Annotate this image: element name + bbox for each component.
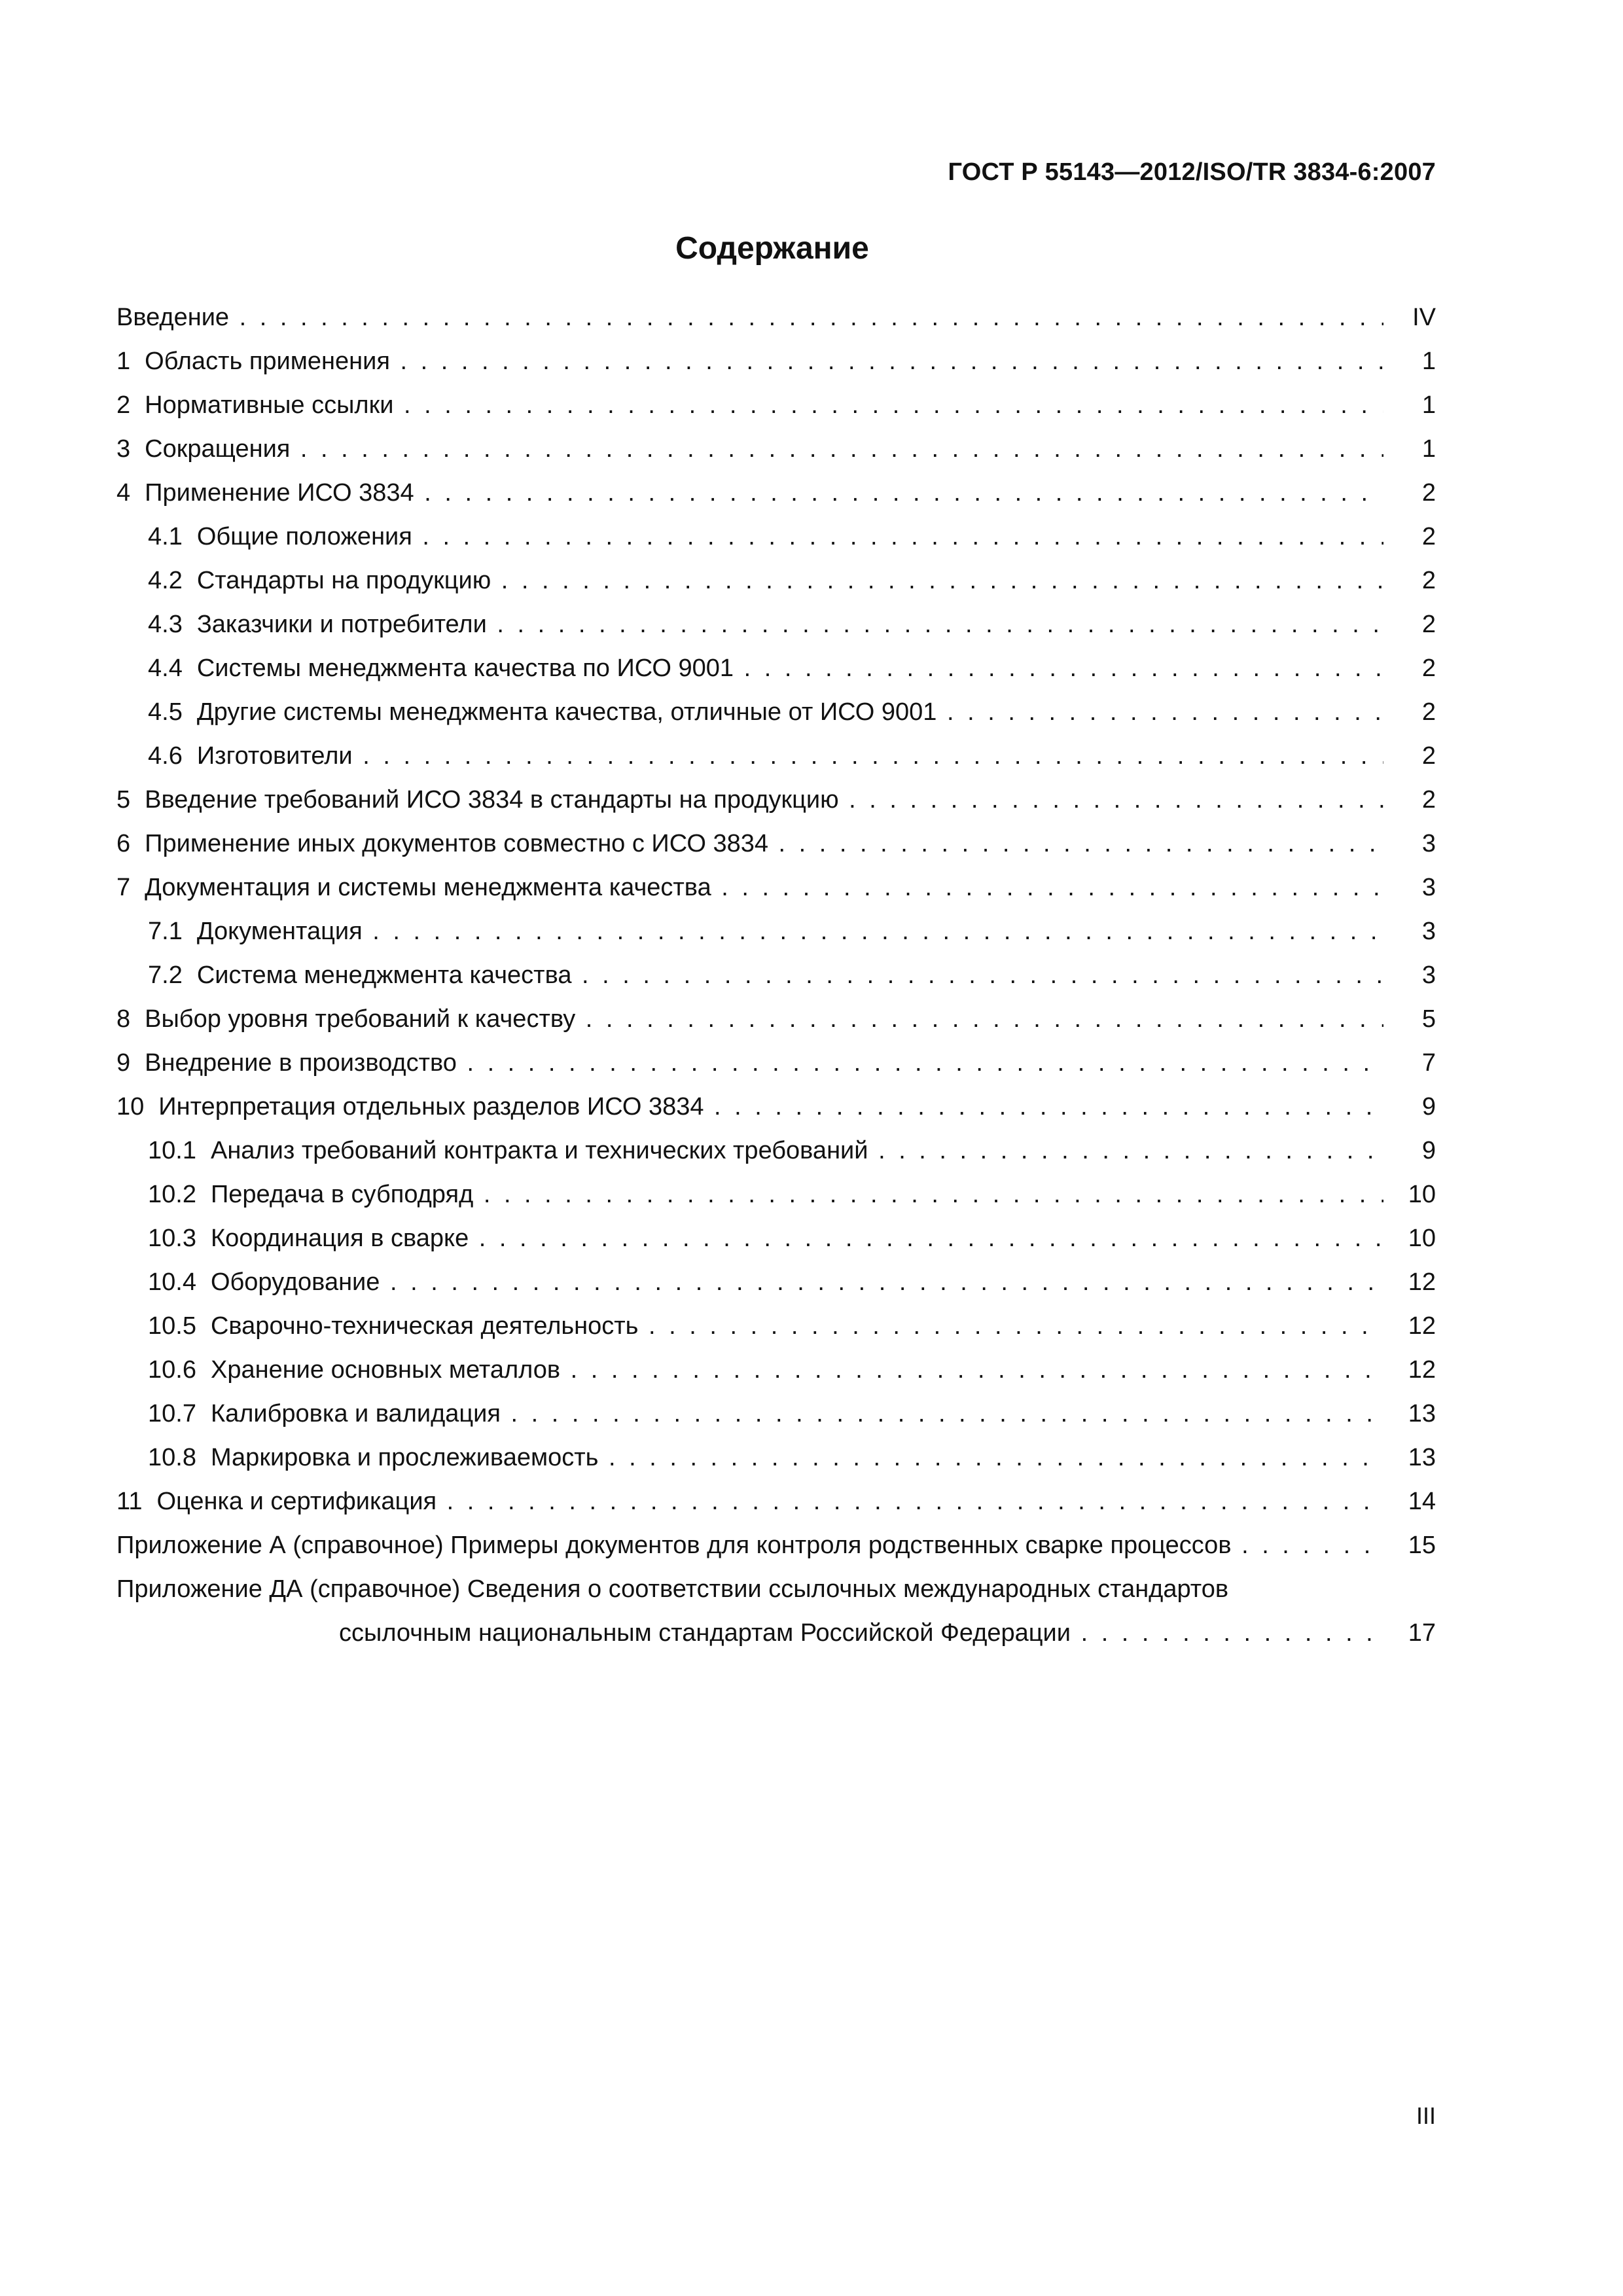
- toc-entry-number: 10.4: [148, 1268, 196, 1296]
- toc-entry-number: 8: [116, 1005, 131, 1033]
- toc-entry-title: Изготовители: [196, 742, 353, 770]
- toc-entry-label: [148, 1261, 1383, 1304]
- toc-entry-page-number: 1: [1417, 384, 1436, 427]
- toc-entry-number: 5: [116, 786, 131, 814]
- toc-entry-label: [148, 515, 1383, 559]
- toc-entry[interactable]: [116, 910, 1436, 954]
- toc-entry-title: Введение требований ИСО 3834 в стандарты на продукцию: [145, 786, 839, 814]
- toc-entry-annex-da[interactable]: [116, 1568, 1436, 1655]
- toc-entry-title: Применение ИСО 3834: [145, 479, 414, 507]
- toc-entry-number: 10.7: [148, 1400, 196, 1427]
- toc-entry-number: 4.6: [148, 742, 183, 770]
- toc-entry-page-number: 2: [1417, 471, 1436, 515]
- toc-entry-annex-da-line1: Приложение ДА (справочное) Сведения о соответствии ссылочных международных стандартов: [116, 1575, 1229, 1603]
- toc-entry-label: [116, 866, 1383, 910]
- toc-entry-number: 3: [116, 435, 131, 463]
- toc-entry-page-number: 12: [1403, 1304, 1436, 1348]
- toc-entry[interactable]: [116, 559, 1436, 603]
- toc-entry-page-number: 13: [1403, 1436, 1436, 1480]
- toc-entry[interactable]: [116, 384, 1436, 427]
- toc-entry-number: 4: [116, 479, 131, 507]
- toc-entry-number: 10.3: [148, 1225, 196, 1252]
- toc-entry-label: [148, 1392, 1383, 1436]
- toc-entry-page-number: 12: [1403, 1261, 1436, 1304]
- toc-entry-label: [116, 822, 1383, 866]
- toc-entry-title: Оборудование: [210, 1268, 380, 1296]
- toc-entry[interactable]: [116, 340, 1436, 384]
- toc-entry-label: [116, 384, 1383, 427]
- toc-entry[interactable]: [116, 1173, 1436, 1217]
- toc-entry-page-number: 1: [1417, 340, 1436, 384]
- toc-entry[interactable]: [116, 296, 1436, 340]
- toc-entry-label: [148, 1173, 1383, 1217]
- toc-entry[interactable]: [116, 691, 1436, 734]
- toc-entry[interactable]: [116, 647, 1436, 691]
- toc-entry-page-number: 3: [1417, 822, 1436, 866]
- toc-entry-title: Документация и системы менеджмента качества: [145, 874, 711, 901]
- toc-entry-page-number: 2: [1417, 691, 1436, 734]
- toc-entry-label: [148, 559, 1383, 603]
- toc-entry-title: Интерпретация отдельных разделов ИСО 3834: [158, 1093, 704, 1121]
- toc-entry-number: 10.8: [148, 1444, 196, 1471]
- toc-entry-page-number: 9: [1417, 1085, 1436, 1129]
- toc-entry-title: Применение иных документов совместно с ИСО 3834: [145, 830, 768, 857]
- toc-entry-title: Хранение основных металлов: [210, 1356, 561, 1384]
- toc-entry-label: [148, 1129, 1383, 1173]
- toc-entry-label: [148, 691, 1383, 734]
- toc-entry-label: [116, 296, 1383, 340]
- toc-entry[interactable]: [116, 1085, 1436, 1129]
- toc-entry-label: [116, 1480, 1383, 1524]
- toc-entry-label: [116, 1524, 1383, 1568]
- toc-entry-label: [148, 1304, 1383, 1348]
- toc-entry[interactable]: [116, 822, 1436, 866]
- toc-entry-title: Передача в субподряд: [210, 1181, 474, 1208]
- toc-entry-title: Заказчики и потребители: [196, 611, 487, 638]
- toc-entry[interactable]: [116, 1392, 1436, 1436]
- toc-entry[interactable]: [116, 1217, 1436, 1261]
- toc-entry[interactable]: [116, 1436, 1436, 1480]
- toc-entry-page-number: 2: [1417, 778, 1436, 822]
- toc-entry-label: [148, 1348, 1383, 1392]
- toc-entry-number: 7: [116, 874, 131, 901]
- toc-entry[interactable]: [116, 1041, 1436, 1085]
- toc-entry-page-number: 3: [1417, 910, 1436, 954]
- toc-entry-label: [116, 340, 1383, 384]
- toc-entry-number: 1: [116, 348, 131, 375]
- toc-entry-label: [148, 954, 1383, 997]
- toc-entry-number: 4.4: [148, 655, 183, 682]
- toc-entry-title: Область применения: [145, 348, 390, 375]
- toc-entry[interactable]: [116, 1524, 1436, 1568]
- toc-entry-title: Калибровка и валидация: [210, 1400, 501, 1427]
- toc-entry-title: Маркировка и прослеживаемость: [210, 1444, 599, 1471]
- toc-entry[interactable]: [116, 1304, 1436, 1348]
- toc-entry-number: 11: [116, 1488, 143, 1515]
- toc-entry[interactable]: [116, 603, 1436, 647]
- toc-entry-label: [148, 603, 1383, 647]
- toc-entry[interactable]: [116, 427, 1436, 471]
- toc-entry-number: 10.6: [148, 1356, 196, 1384]
- toc-entry-number: 2: [116, 391, 131, 419]
- toc-entry[interactable]: [116, 515, 1436, 559]
- toc-entry-page-number: 2: [1417, 647, 1436, 691]
- toc-entry-page-number: 1: [1417, 427, 1436, 471]
- toc-entry-number: 4.1: [148, 523, 183, 550]
- toc-entry-title: Внедрение в производство: [145, 1049, 457, 1077]
- toc-entry-title: Координация в сварке: [210, 1225, 469, 1252]
- toc-entry-label: [116, 1041, 1383, 1085]
- toc-entry-title: Выбор уровня требований к качеству: [145, 1005, 576, 1033]
- toc-entry-title: Нормативные ссылки: [145, 391, 394, 419]
- toc-entry[interactable]: [116, 1129, 1436, 1173]
- toc-entry-number: 4.3: [148, 611, 183, 638]
- toc-entry-number: 6: [116, 830, 131, 857]
- toc-entry-number: 9: [116, 1049, 131, 1077]
- table-of-contents: [116, 296, 1436, 1655]
- toc-entry[interactable]: [116, 1348, 1436, 1392]
- toc-entry[interactable]: [116, 1480, 1436, 1524]
- toc-entry-label: [116, 471, 1383, 515]
- toc-entry-title: Сварочно-техническая деятельность: [210, 1312, 639, 1340]
- page-number-footer: III: [1416, 2102, 1436, 2129]
- toc-entry-title: Сокращения: [145, 435, 291, 463]
- toc-entry-label: [116, 997, 1383, 1041]
- toc-entry-annex-da-line2: ссылочным национальным стандартам Российской Федерации . . .: [339, 1611, 1383, 1655]
- toc-entry-title: Другие системы менеджмента качества, отличные от ИСО 9001: [196, 698, 937, 726]
- toc-entry-page-number: 10: [1403, 1217, 1436, 1261]
- toc-entry-page-number: 2: [1417, 515, 1436, 559]
- toc-entry-label: [148, 647, 1383, 691]
- toc-entry[interactable]: [116, 778, 1436, 822]
- toc-entry-page-number: 3: [1417, 954, 1436, 997]
- toc-entry-page-number: 10: [1403, 1173, 1436, 1217]
- toc-title: Содержание: [675, 231, 869, 266]
- toc-entry[interactable]: [116, 954, 1436, 997]
- toc-entry-title: Системы менеджмента качества по ИСО 9001: [196, 655, 734, 682]
- toc-entry[interactable]: [116, 734, 1436, 778]
- toc-entry-number: 4.2: [148, 567, 183, 594]
- toc-entry[interactable]: [116, 997, 1436, 1041]
- toc-entry[interactable]: [116, 471, 1436, 515]
- toc-entry-label: [148, 1436, 1383, 1480]
- toc-entry-label: [116, 1085, 1383, 1129]
- toc-entry-page-number: IV: [1407, 296, 1436, 340]
- toc-entry-title: Документация: [196, 918, 363, 945]
- toc-entry-number: 10.5: [148, 1312, 196, 1340]
- toc-entry[interactable]: [116, 866, 1436, 910]
- toc-entry-page-number: 17: [1403, 1611, 1436, 1655]
- toc-entry-page-number: 2: [1417, 734, 1436, 778]
- toc-entry-number: 7.1: [148, 918, 183, 945]
- toc-entry-label: [116, 427, 1383, 471]
- toc-entry[interactable]: [116, 1261, 1436, 1304]
- toc-entry-page-number: 2: [1417, 559, 1436, 603]
- toc-entry-title: Анализ требований контракта и технических требований: [210, 1137, 868, 1164]
- toc-entry-title: Общие положения: [196, 523, 412, 550]
- toc-entry-title: Оценка и сертификация: [156, 1488, 437, 1515]
- document-code-header: ГОСТ Р 55143—2012/ISO/TR 3834-6:2007: [948, 158, 1436, 186]
- toc-entry-page-number: 14: [1403, 1480, 1436, 1524]
- toc-entry-page-number: 7: [1417, 1041, 1436, 1085]
- toc-entry-page-number: 9: [1417, 1129, 1436, 1173]
- toc-entry-page-number: 3: [1417, 866, 1436, 910]
- toc-entry-label: [148, 734, 1383, 778]
- toc-entry-title: Стандарты на продукцию: [196, 567, 491, 594]
- toc-entry-label: [116, 778, 1383, 822]
- toc-entry-number: 10: [116, 1093, 145, 1121]
- toc-entry-number: 4.5: [148, 698, 183, 726]
- toc-entry-title: Введение: [116, 304, 230, 331]
- toc-entry-label: [148, 1217, 1383, 1261]
- toc-entry-number: 7.2: [148, 961, 183, 989]
- toc-entry-title: Приложение А (справочное) Примеры документов для контроля родственных сварке процессов: [116, 1532, 1232, 1559]
- toc-entry-page-number: 13: [1403, 1392, 1436, 1436]
- toc-entry-label: [148, 910, 1383, 954]
- toc-entry-page-number: 12: [1403, 1348, 1436, 1392]
- toc-entry-page-number: 2: [1417, 603, 1436, 647]
- toc-entry-title: Система менеджмента качества: [196, 961, 572, 989]
- toc-entry-number: 10.1: [148, 1137, 196, 1164]
- toc-entry-page-number: 5: [1417, 997, 1436, 1041]
- toc-entry-number: 10.2: [148, 1181, 196, 1208]
- toc-entry-page-number: 15: [1403, 1524, 1436, 1568]
